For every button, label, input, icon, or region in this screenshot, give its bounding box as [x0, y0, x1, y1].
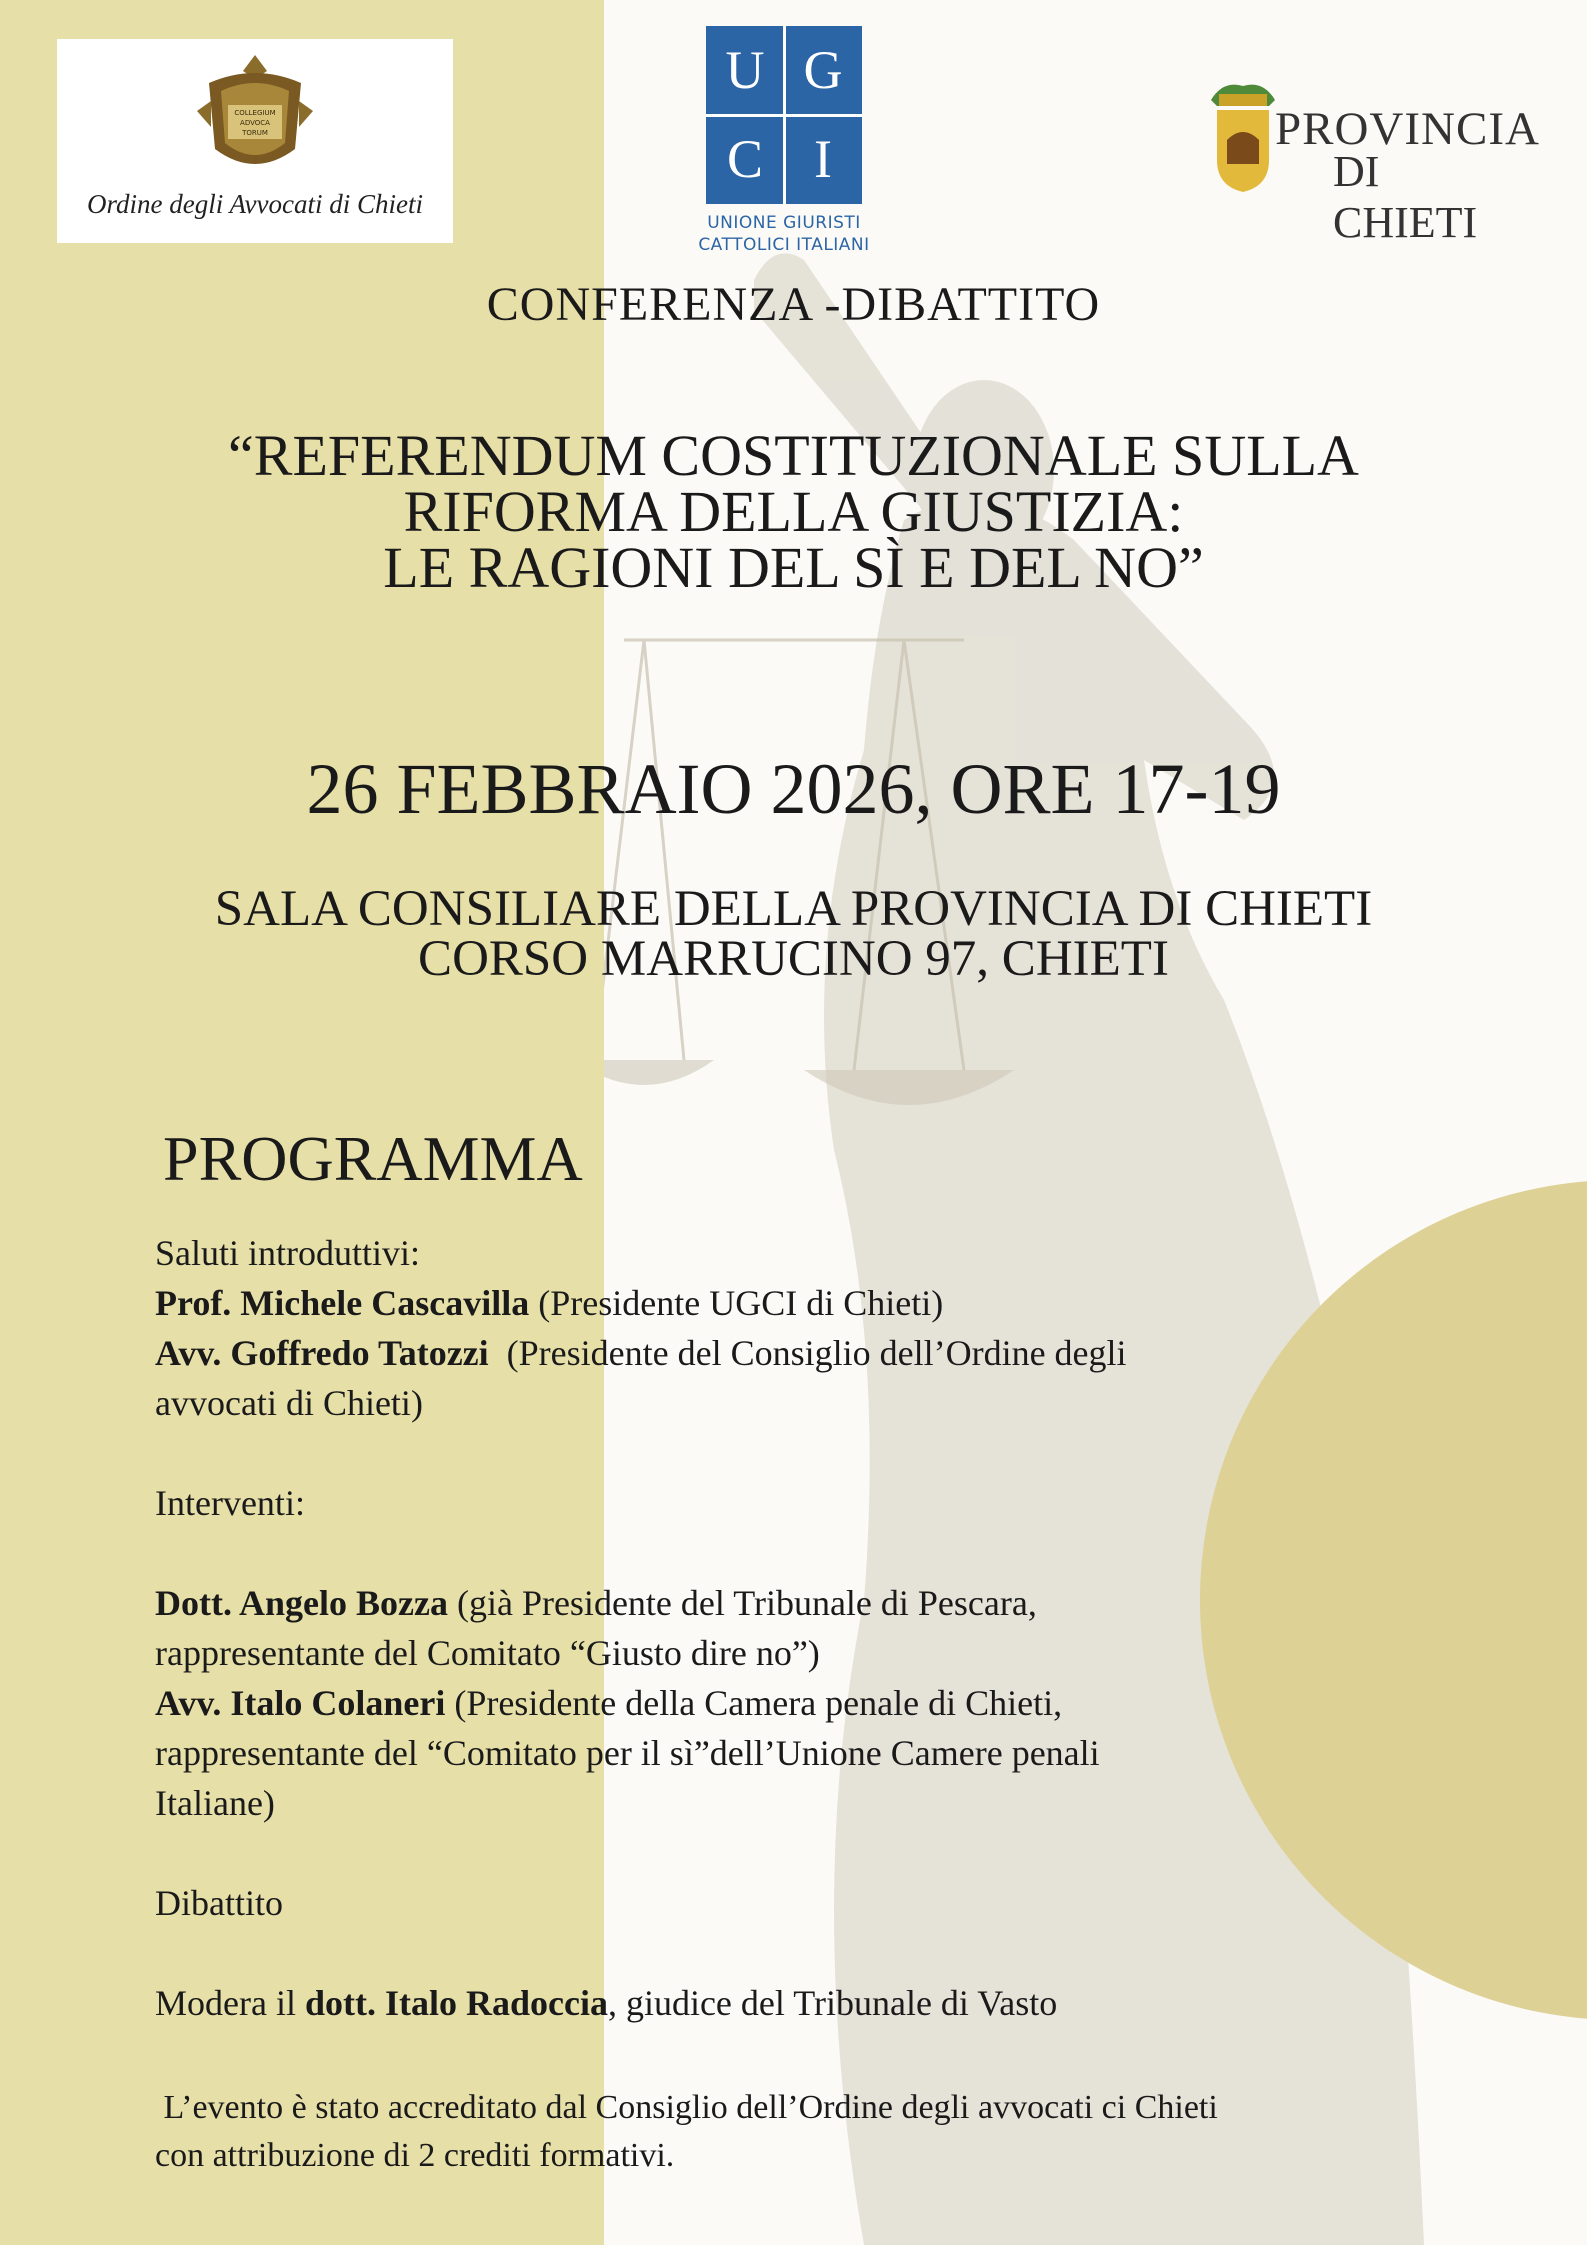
- speaker-1-name: Prof. Michele Cascavilla: [155, 1283, 530, 1323]
- programme-body: [155, 1228, 1415, 2028]
- speaker-2-role-cont: avvocati di Chieti): [155, 1383, 423, 1423]
- accreditation-note: [155, 2084, 1455, 2180]
- moderator-prefix: Modera il: [155, 1983, 305, 2023]
- speaker-4-role-cont: rappresentante del “Comitato per il sì”dell’Unione Camere penali: [155, 1733, 1100, 1773]
- provincia-line-2: DI CHIETI: [1333, 147, 1478, 247]
- ordine-caption: Ordine degli Avvocati di Chieti: [87, 189, 423, 219]
- speaker-4-name: Avv. Italo Colaneri: [155, 1683, 446, 1723]
- ugci-letter-g: G: [803, 40, 843, 100]
- spacer: [155, 1928, 1415, 1978]
- crest-text-3: TORUM: [242, 129, 268, 137]
- spacer: [155, 1528, 1415, 1578]
- provincia-logo: [1203, 80, 1540, 247]
- programme-heading: PROGRAMMA: [163, 1123, 583, 1194]
- title-line-3: LE RAGIONI DEL SÌ E DEL NO”: [383, 535, 1204, 600]
- ugci-line-1: UNIONE GIURISTI: [707, 213, 861, 233]
- speaker-1: [155, 1278, 1415, 1328]
- speaker-4: [155, 1678, 1415, 1728]
- speaker-3-name: Dott. Angelo Bozza: [155, 1583, 448, 1623]
- title-line-1: “REFERENDUM COSTITUZIONALE SULLA: [228, 423, 1359, 488]
- crest-text-1: COLLEGIUM: [234, 109, 276, 117]
- ordine-avvocati-logo: [57, 39, 453, 243]
- venue-line-2: CORSO MARRUCINO 97, CHIETI: [418, 931, 1169, 987]
- ugci-logo: [676, 26, 892, 266]
- speaker-1-role: (Presidente UGCI di Chieti): [529, 1283, 944, 1323]
- speaker-2-role: (Presidente del Consiglio dell’Ordine degli: [488, 1333, 1127, 1373]
- ordine-crest-icon: [195, 53, 315, 181]
- speaker-2-name: Avv. Goffredo Tatozzi: [155, 1333, 489, 1373]
- accreditation-line-1: L’evento è stato accreditato dal Consiglio dell’Ordine degli avvocati ci Chieti: [155, 2089, 1218, 2126]
- title-line-2: RIFORMA DELLA GIUSTIZIA:: [403, 479, 1184, 544]
- interventions-label: Interventi:: [155, 1483, 305, 1523]
- event-type: CONFERENZA -DIBATTITO: [486, 278, 1101, 331]
- venue-line-1: SALA CONSILIARE DELLA PROVINCIA DI CHIETI: [214, 881, 1373, 937]
- accreditation-line-2: con attribuzione di 2 crediti formativi.: [155, 2137, 675, 2174]
- ugci-letter-u: U: [725, 40, 765, 100]
- ugci-emblem: [706, 26, 862, 204]
- moderator-name: dott. Italo Radoccia: [304, 1983, 608, 2023]
- debate-label: Dibattito: [155, 1883, 283, 1923]
- provincia-line-1: PROVINCIA: [1275, 103, 1540, 155]
- ugci-cross-horizontal: [706, 114, 862, 117]
- ugci-letter-c: C: [726, 129, 764, 189]
- speaker-3-role: (già Presidente del Tribunale di Pescara,: [447, 1583, 1037, 1623]
- event-venue: [0, 881, 1587, 987]
- speaker-4-role: (Presidente della Camera penale di Chieti,: [445, 1683, 1063, 1723]
- greetings-label: Saluti introduttivi:: [155, 1233, 421, 1273]
- moderator: [155, 1978, 1415, 2028]
- event-date: 26 FEBBRAIO 2026, ORE 17-19: [306, 749, 1281, 829]
- speaker-3-role-cont: rappresentante del Comitato “Giusto dire no”): [155, 1633, 820, 1673]
- speaker-2: [155, 1328, 1415, 1378]
- ugci-letter-i: I: [814, 129, 832, 189]
- ugci-line-2: CATTOLICI ITALIANI: [698, 235, 870, 255]
- moderator-suffix: , giudice del Tribunale di Vasto: [607, 1983, 1058, 2023]
- speaker-4-role-cont-2: Italiane): [155, 1783, 275, 1823]
- provincia-shield-icon: [1203, 80, 1283, 195]
- ugci-subtitle: [676, 212, 892, 256]
- event-title: [0, 423, 1587, 600]
- crest-text-2: ADVOCA: [240, 119, 270, 127]
- speaker-3: [155, 1578, 1415, 1628]
- spacer: [155, 1428, 1415, 1478]
- spacer: [155, 1828, 1415, 1878]
